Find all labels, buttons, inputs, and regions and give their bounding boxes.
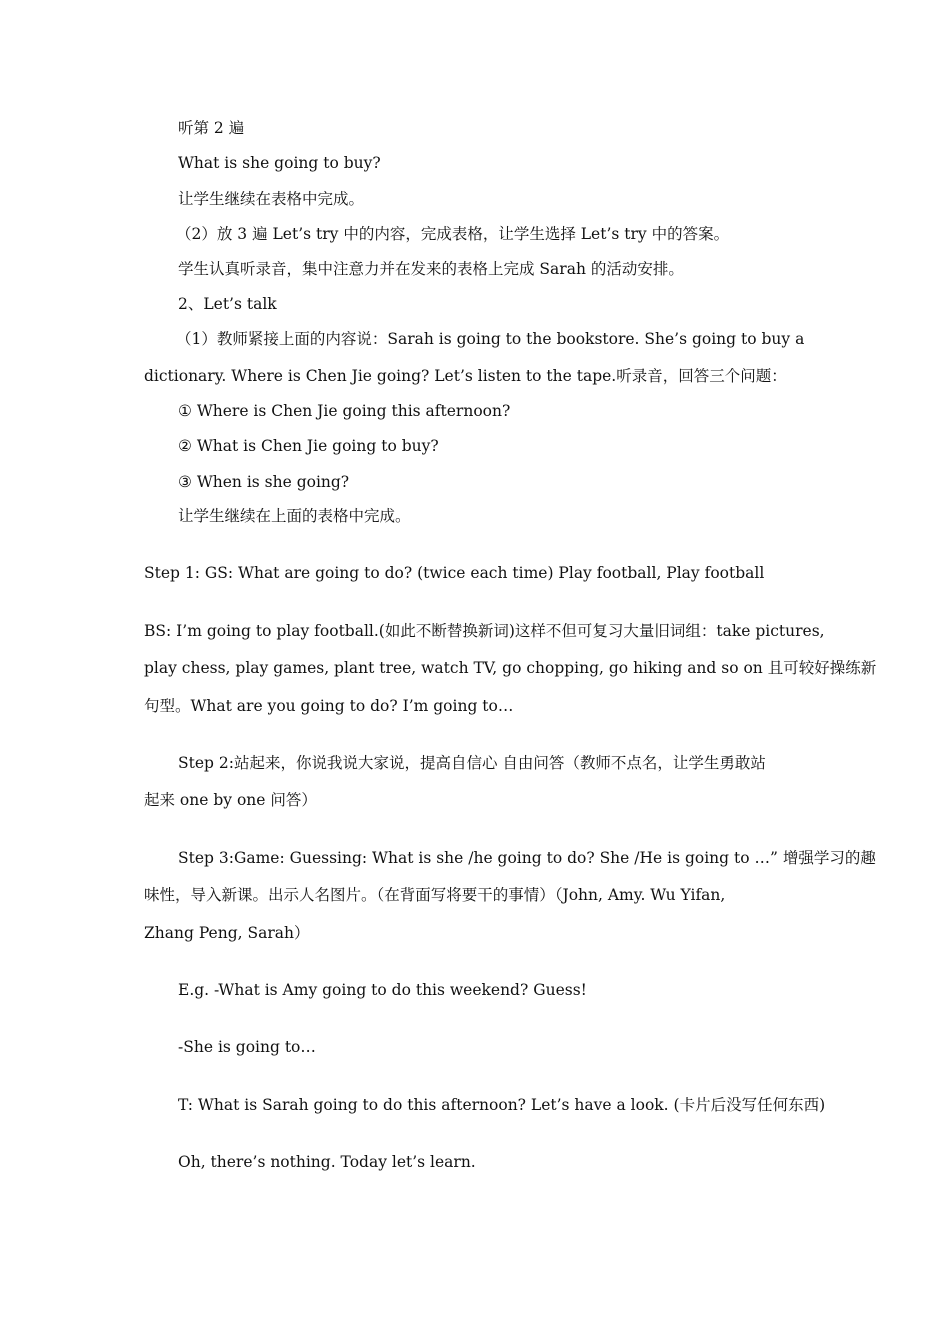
step-2-listen-text: （2）放 3 遍 Let’s try 中的内容，完成表格，让学生选择 Let’s try 中的答案。: [176, 225, 730, 243]
question-list-item-2: ② What is Chen Jie going to buy?: [178, 437, 439, 455]
teacher-talk-text: （1）教师紧接上面的内容说：Sarah is going to the bookstore. She’s going to buy a: [176, 330, 805, 348]
listen-second-heading: 听第 2 遍: [178, 119, 245, 137]
example-question-text: E.g. -What is Amy going to do this weekend? Guess!: [178, 981, 587, 999]
student-activity-text: 学生认真听录音，集中注意力并在发来的表格上完成 Sarah 的活动安排。: [178, 260, 684, 278]
question-list-item-3: ③ When is she going?: [178, 473, 350, 491]
question-list-item-1: ① Where is Chen Jie going this afternoon?: [178, 402, 511, 420]
step-3-text-line-1: Step 3:Game: Guessing: What is she /he going to do? She /He is going to …” 增强学习的趣: [178, 849, 876, 867]
teacher-talk-continuation: dictionary. Where is Chen Jie going? Let’s listen to the tape.听录音，回答三个问题：: [144, 367, 787, 385]
example-answer-text: -She is going to…: [178, 1038, 316, 1056]
bs-text-line-1: BS: I’m going to play football.(如此不断替换新词)这样不但可复习大量旧词组：take pictures,: [144, 622, 825, 640]
table-completion-text: 让学生继续在上面的表格中完成。: [178, 507, 411, 525]
step-2-text-line-2: 起来 one by one 问答）: [144, 791, 317, 809]
lets-talk-heading: 2、Let’s talk: [178, 295, 277, 313]
bs-text-line-2: play chess, play games, plant tree, watch TV, go chopping, go hiking and so on 且可较好操练新: [144, 659, 877, 677]
teacher-question-text: T: What is Sarah going to do this afternoon? Let’s have a look. (卡片后没写任何东西): [178, 1096, 826, 1114]
instruction-text: 让学生继续在表格中完成。: [178, 190, 365, 208]
step-3-text-line-2: 味性，导入新课。出示人名图片。（在背面写将要干的事情）（John, Amy. Wu Yifan,: [144, 886, 726, 904]
step-1-text: Step 1: GS: What are going to do? (twice each time) Play football, Play football: [144, 564, 765, 582]
question-text: What is she going to buy?: [178, 154, 381, 172]
step-3-text-line-3: Zhang Peng, Sarah）: [144, 924, 310, 942]
closing-text: Oh, there’s nothing. Today let’s learn.: [178, 1153, 476, 1171]
step-2-text-line-1: Step 2:站起来，你说我说大家说，提高自信心 自由问答（教师不点名，让学生勇敢站: [178, 754, 766, 772]
bs-text-line-3: 句型。What are you going to do? I’m going to…: [144, 697, 514, 715]
